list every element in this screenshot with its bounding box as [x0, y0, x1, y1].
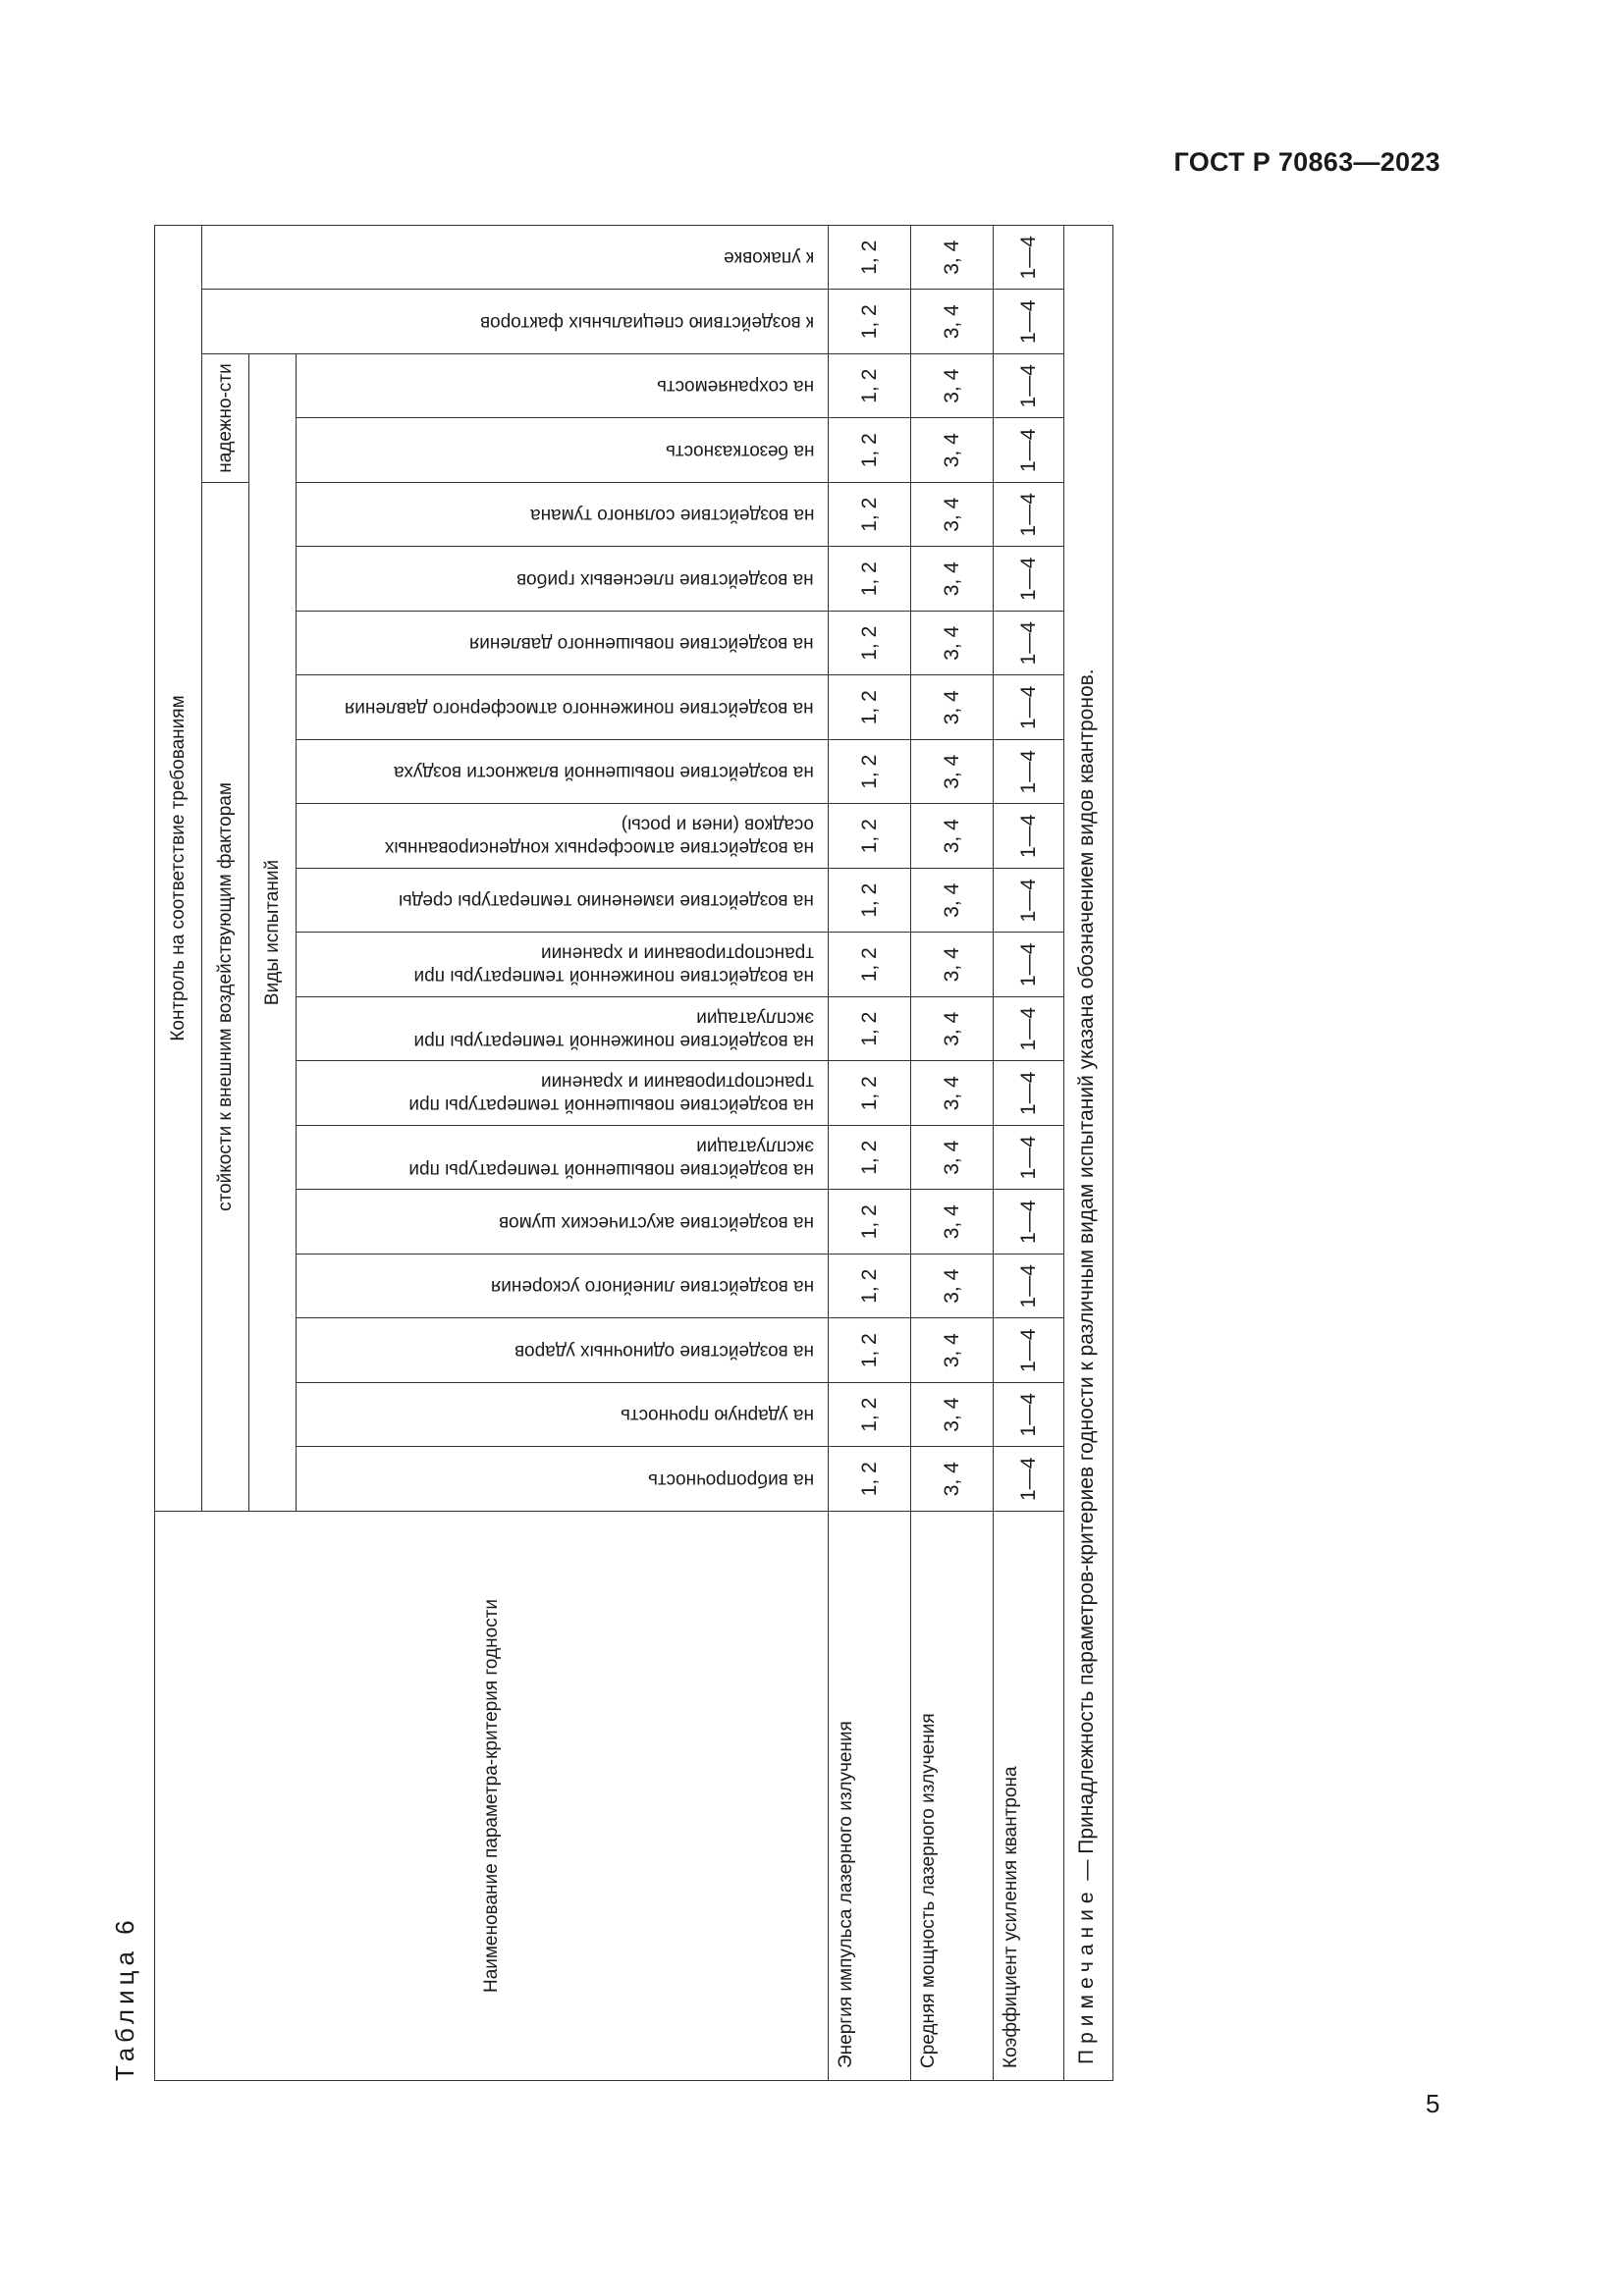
- table-cell: 3, 4: [911, 868, 994, 933]
- table-cell: 1—4: [994, 1382, 1064, 1447]
- column-header: [297, 418, 829, 483]
- table-cell: 1—4: [994, 547, 1064, 612]
- table-cell: 1—4: [994, 1447, 1064, 1512]
- column-header: [202, 290, 829, 354]
- table-cell: 1, 2: [829, 1447, 911, 1512]
- note-label: Примечание: [1075, 1886, 1098, 2064]
- rotated-table-block: [110, 226, 1141, 2081]
- column-header-text: на воздействие повышенного давления: [469, 633, 814, 655]
- table-cell: 1, 2: [829, 1125, 911, 1190]
- column-header-text: на воздействие линейного ускорения: [490, 1276, 814, 1298]
- table-cell: 1—4: [994, 996, 1064, 1061]
- table-cell: 3, 4: [911, 418, 994, 483]
- column-header-text: на вибропрочность: [647, 1468, 814, 1490]
- column-header: [297, 675, 829, 740]
- column-header: [297, 1061, 829, 1126]
- group-header: Контроль на соответствие требованиям: [155, 225, 202, 1511]
- column-header: [297, 611, 829, 675]
- table-cell: 1, 2: [829, 1061, 911, 1126]
- column-header: [297, 868, 829, 933]
- table-cell: 3, 4: [911, 804, 994, 869]
- table-cell: 1—4: [994, 1125, 1064, 1190]
- table-cell: 1, 2: [829, 675, 911, 740]
- table-cell: 3, 4: [911, 996, 994, 1061]
- table-cell: 1—4: [994, 353, 1064, 418]
- table-cell: 3, 4: [911, 290, 994, 354]
- column-header-text: на воздействие изменению температуры среды: [399, 890, 814, 912]
- table-cell: 1—4: [994, 868, 1064, 933]
- column-header: [297, 804, 829, 869]
- table-cell: 1, 2: [829, 353, 911, 418]
- note-text: — Принадлежность параметров-критериев годности к различным видам испытаний указана обозначением видов квантронов.: [1075, 668, 1098, 1887]
- table-cell: 1, 2: [829, 225, 911, 290]
- table-caption: Таблица 6: [110, 1915, 139, 2081]
- table-cell: 3, 4: [911, 1125, 994, 1190]
- column-header: [297, 482, 829, 547]
- table-cell: 3, 4: [911, 1254, 994, 1318]
- table-cell: 1—4: [994, 611, 1064, 675]
- table-cell: 1—4: [994, 933, 1064, 997]
- table-cell: 1—4: [994, 225, 1064, 290]
- column-header: [297, 1125, 829, 1190]
- column-header-text: на воздействие атмосферных конденсированных осадков (инея и росы): [384, 814, 814, 859]
- column-header-text: на воздействие пониженной температуры при эксплуатации: [413, 1007, 814, 1051]
- table-cell: 1—4: [994, 1254, 1064, 1318]
- column-header: [297, 353, 829, 418]
- table-cell: 1—4: [994, 1190, 1064, 1255]
- table-cell: 3, 4: [911, 611, 994, 675]
- column-header-text: на ударную прочность: [620, 1405, 814, 1426]
- table-cell: 3, 4: [911, 547, 994, 612]
- table-cell: 1—4: [994, 804, 1064, 869]
- table-cell: 1, 2: [829, 868, 911, 933]
- table-cell: 3, 4: [911, 1190, 994, 1255]
- row-param-name: Энергия импульса лазерного излучения: [829, 1511, 911, 2080]
- row-param-name: Средняя мощность лазерного излучения: [911, 1511, 994, 2080]
- column-header: [297, 739, 829, 804]
- table-cell: 3, 4: [911, 482, 994, 547]
- table-cell: 1, 2: [829, 1382, 911, 1447]
- column-header-text: на сохраняемость: [656, 376, 814, 398]
- table-cell: 3, 4: [911, 933, 994, 997]
- column-header-text: на воздействие одиночных ударов: [514, 1340, 814, 1362]
- param-header: Наименование параметра-критерия годности: [155, 1511, 829, 2080]
- column-header: [297, 1447, 829, 1512]
- resistance-header: стойкости к внешним воздействующим факторам: [202, 482, 249, 1511]
- row-param-name: Коэффициент усиления квантрона: [994, 1511, 1064, 2080]
- table-note: [1064, 225, 1113, 2080]
- column-header: [202, 225, 829, 290]
- reliability-header: надежно-сти: [202, 353, 249, 482]
- table-cell: 3, 4: [911, 739, 994, 804]
- column-header: [297, 1190, 829, 1255]
- table-cell: 1, 2: [829, 933, 911, 997]
- table-cell: 1, 2: [829, 611, 911, 675]
- table-cell: 3, 4: [911, 1318, 994, 1383]
- table-cell: 1, 2: [829, 418, 911, 483]
- column-header-text: на воздействие пониженной температуры при транспортировании и хранении: [413, 942, 814, 988]
- table-cell: 1—4: [994, 739, 1064, 804]
- column-header-text: на безотказность: [665, 440, 814, 461]
- column-header-text: на воздействие повышенной влажности воздуха: [394, 762, 814, 783]
- table-cell: 3, 4: [911, 225, 994, 290]
- column-header: [297, 933, 829, 997]
- test-types-header: Виды испытаний: [249, 353, 297, 1511]
- table-cell: 1—4: [994, 675, 1064, 740]
- table-cell: 1, 2: [829, 804, 911, 869]
- table-cell: 1—4: [994, 482, 1064, 547]
- column-header: [297, 1318, 829, 1383]
- table-cell: 1, 2: [829, 996, 911, 1061]
- document-designation: ГОСТ Р 70863—2023: [1173, 147, 1440, 177]
- column-header-text: на воздействие плесневых грибов: [516, 568, 814, 590]
- column-header: [297, 1382, 829, 1447]
- table-cell: 1—4: [994, 1061, 1064, 1126]
- criteria-table: [154, 225, 1113, 2081]
- table-cell: 1—4: [994, 290, 1064, 354]
- table-cell: 3, 4: [911, 1447, 994, 1512]
- table-cell: 1, 2: [829, 290, 911, 354]
- table-cell: 1, 2: [829, 739, 911, 804]
- table-cell: 3, 4: [911, 675, 994, 740]
- table-cell: 1—4: [994, 1318, 1064, 1383]
- column-header-text: на воздействие пониженного атмосферного давления: [345, 697, 814, 719]
- table-cell: 1, 2: [829, 482, 911, 547]
- table-cell: 1, 2: [829, 547, 911, 612]
- column-header: [297, 1254, 829, 1318]
- column-header: [297, 996, 829, 1061]
- table-cell: 3, 4: [911, 1382, 994, 1447]
- column-header-text: на воздействие соляного тумана: [529, 505, 814, 526]
- page-number: 5: [1426, 2089, 1440, 2118]
- table-cell: 1, 2: [829, 1190, 911, 1255]
- column-header-text: к упаковке: [723, 247, 814, 269]
- table-cell: 1, 2: [829, 1254, 911, 1318]
- column-header-text: на воздействие акустических шумов: [498, 1211, 814, 1233]
- table-cell: 3, 4: [911, 353, 994, 418]
- column-header: [297, 547, 829, 612]
- table-cell: 1, 2: [829, 1318, 911, 1383]
- column-header-text: к воздействию специальных факторов: [479, 311, 814, 333]
- column-header-text: на воздействие повышенной температуры при транспортировании и хранении: [408, 1071, 814, 1116]
- table-cell: 3, 4: [911, 1061, 994, 1126]
- column-header-text: на воздействие повышенной температуры при эксплуатации: [408, 1136, 814, 1180]
- table-cell: 1—4: [994, 418, 1064, 483]
